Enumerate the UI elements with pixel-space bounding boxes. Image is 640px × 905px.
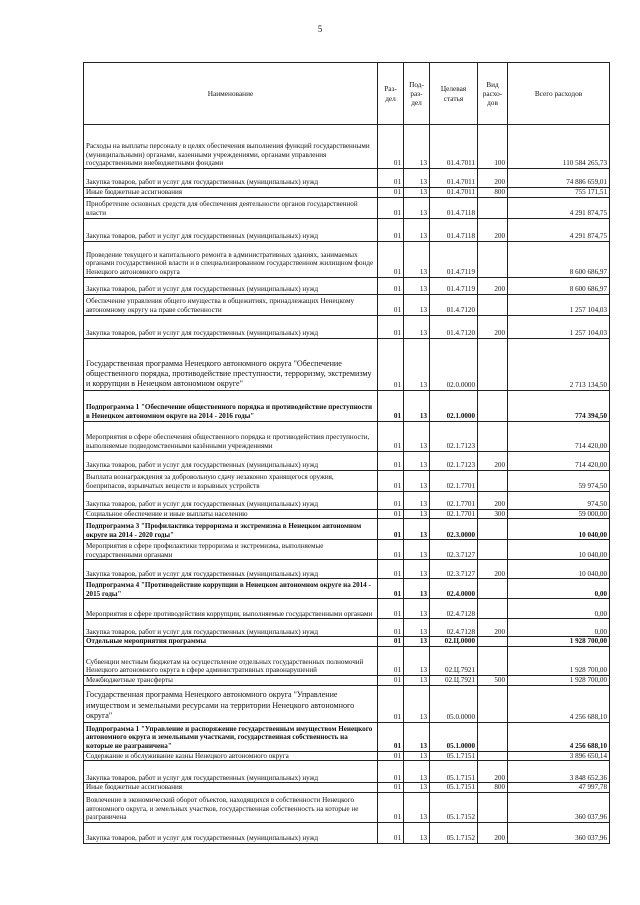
- row-podrazdel: 13: [404, 277, 430, 294]
- header-razdel: Раз- дел: [378, 63, 404, 125]
- row-podrazdel: 13: [404, 646, 430, 675]
- row-vid: 200: [478, 218, 508, 241]
- row-amount: 1 928 700,00: [508, 675, 610, 685]
- row-name: Закупка товаров, работ и услуг для государственных (муниципальных) нужд: [84, 822, 378, 843]
- row-vid: 800: [478, 783, 508, 793]
- table-body: [84, 125, 610, 844]
- row-name: Расходы на выплаты персоналу в целях обеспечения выполнения функций государственными (муниципальными) органами, казенными учреждениями, органами управления государственными внебюджетными фондами: [84, 125, 378, 169]
- row-amount: 4 291 874,75: [508, 218, 610, 241]
- row-amount: 774 394,50: [508, 390, 610, 421]
- row-amount: 8 600 686,97: [508, 277, 610, 294]
- table-header-row: [84, 63, 610, 125]
- table-row: [84, 197, 610, 218]
- row-razdel: 01: [378, 560, 404, 579]
- table-row: [84, 390, 610, 421]
- row-razdel: 01: [378, 470, 404, 491]
- row-podrazdel: 13: [404, 599, 430, 619]
- row-podrazdel: 13: [404, 519, 430, 540]
- row-razdel: 01: [378, 125, 404, 169]
- row-target: 02.4.7128: [430, 619, 478, 637]
- row-amount: 0,00: [508, 619, 610, 637]
- row-razdel: 01: [378, 390, 404, 421]
- row-amount: 714 420,00: [508, 421, 610, 451]
- row-vid: [478, 685, 508, 722]
- row-target: 02.Ц.0000: [430, 637, 478, 647]
- row-name: Закупка товаров, работ и услуг для государственных (муниципальных) нужд: [84, 491, 378, 509]
- header-total: Всего расходов: [508, 63, 610, 125]
- row-vid: [478, 421, 508, 451]
- row-name: Закупка товаров, работ и услуг для государственных (муниципальных) нужд: [84, 451, 378, 470]
- row-vid: [478, 637, 508, 647]
- table-row: [84, 470, 610, 491]
- row-vid: [478, 519, 508, 540]
- table-row: [84, 822, 610, 843]
- row-name: Закупка товаров, работ и услуг для государственных (муниципальных) нужд: [84, 277, 378, 294]
- table-row: [84, 169, 610, 188]
- row-vid: 500: [478, 675, 508, 685]
- table-row: [84, 685, 610, 722]
- row-razdel: 01: [378, 451, 404, 470]
- header-name: Наименование: [84, 63, 378, 125]
- row-target: 05.1.7152: [430, 822, 478, 843]
- row-vid: 200: [478, 451, 508, 470]
- row-podrazdel: 13: [404, 315, 430, 338]
- row-podrazdel: 13: [404, 822, 430, 843]
- row-target: 05.0.0000: [430, 685, 478, 722]
- row-podrazdel: 13: [404, 751, 430, 761]
- table-row: [84, 599, 610, 619]
- table-row: [84, 509, 610, 519]
- row-amount: 3 896 650,14: [508, 751, 610, 761]
- row-target: 01.4.7120: [430, 294, 478, 315]
- header-vid: Вид расхо- дов: [478, 63, 508, 125]
- row-amount: 8 600 686,97: [508, 241, 610, 277]
- header-podrazdel: Под- раз- дел: [404, 63, 430, 125]
- row-amount: 2 713 134,50: [508, 338, 610, 390]
- table-row: [84, 675, 610, 685]
- table-row: [84, 338, 610, 390]
- row-amount: 360 037,96: [508, 822, 610, 843]
- row-vid: 100: [478, 125, 508, 169]
- row-amount: 0,00: [508, 579, 610, 599]
- row-target: 02.1.7701: [430, 509, 478, 519]
- row-vid: 800: [478, 188, 508, 198]
- row-target: 02.3.0000: [430, 519, 478, 540]
- row-name: Закупка товаров, работ и услуг для государственных (муниципальных) нужд: [84, 169, 378, 188]
- row-razdel: 01: [378, 169, 404, 188]
- row-podrazdel: 13: [404, 792, 430, 822]
- row-razdel: 01: [378, 822, 404, 843]
- row-amount: 755 171,51: [508, 188, 610, 198]
- row-razdel: 01: [378, 722, 404, 751]
- table-row: [84, 218, 610, 241]
- row-amount: 4 256 688,10: [508, 685, 610, 722]
- row-target: 02.4.0000: [430, 579, 478, 599]
- table-row: [84, 421, 610, 451]
- row-target: 01.4.7118: [430, 197, 478, 218]
- row-podrazdel: 13: [404, 125, 430, 169]
- row-razdel: 01: [378, 197, 404, 218]
- row-razdel: 01: [378, 761, 404, 783]
- row-target: 01.4.7120: [430, 315, 478, 338]
- row-target: 01.4.7118: [430, 218, 478, 241]
- row-razdel: 01: [378, 646, 404, 675]
- row-target: 01.4.7011: [430, 169, 478, 188]
- row-podrazdel: 13: [404, 421, 430, 451]
- row-podrazdel: 13: [404, 451, 430, 470]
- row-podrazdel: 13: [404, 470, 430, 491]
- table-row: [84, 241, 610, 277]
- row-razdel: 01: [378, 579, 404, 599]
- table-row: [84, 188, 610, 198]
- row-target: 05.1.7152: [430, 792, 478, 822]
- row-vid: [478, 722, 508, 751]
- row-podrazdel: 13: [404, 188, 430, 198]
- row-target: 02.1.7123: [430, 451, 478, 470]
- row-razdel: 01: [378, 241, 404, 277]
- budget-table: [83, 62, 610, 844]
- table-row: [84, 619, 610, 637]
- row-amount: 1 928 700,00: [508, 637, 610, 647]
- row-name: Иные бюджетные ассигнования: [84, 783, 378, 793]
- row-name: Отдельные мероприятия программы: [84, 637, 378, 647]
- header-target: Целевая статья: [430, 63, 478, 125]
- row-name: Межбюджетные трансферты: [84, 675, 378, 685]
- row-vid: [478, 338, 508, 390]
- row-name: Закупка товаров, работ и услуг для государственных (муниципальных) нужд: [84, 218, 378, 241]
- row-vid: 200: [478, 822, 508, 843]
- table-row: [84, 751, 610, 761]
- row-name: Государственная программа Ненецкого автономного округа "Обеспечение общественного порядка, противодействие преступности, терроризму, экстремизму и коррупции в Ненецком автономном округе": [84, 338, 378, 390]
- row-target: 02.1.7123: [430, 421, 478, 451]
- row-podrazdel: 13: [404, 338, 430, 390]
- row-name: Подпрограмма 1 "Обеспечение общественного порядка и противодействие преступности в Ненецком автономном округе на 2014 - 2016 годы": [84, 390, 378, 421]
- row-podrazdel: 13: [404, 675, 430, 685]
- row-name: Социальное обеспечение и иные выплаты населению: [84, 509, 378, 519]
- row-podrazdel: 13: [404, 294, 430, 315]
- row-name: Приобретение основных средств для обеспечения деятельности органов государственной власти: [84, 197, 378, 218]
- row-amount: 10 040,00: [508, 540, 610, 560]
- row-razdel: 01: [378, 675, 404, 685]
- row-razdel: 01: [378, 315, 404, 338]
- table-row: [84, 277, 610, 294]
- table-row: [84, 761, 610, 783]
- row-razdel: 01: [378, 294, 404, 315]
- row-amount: 59 000,00: [508, 509, 610, 519]
- row-target: 02.4.7128: [430, 599, 478, 619]
- row-name: Субвенции местным бюджетам на осуществление отдельных государственных полномочий Ненецкого автономного округа в сфере административных правонарушений: [84, 646, 378, 675]
- row-amount: 714 420,00: [508, 451, 610, 470]
- row-podrazdel: 13: [404, 197, 430, 218]
- row-amount: 74 886 659,01: [508, 169, 610, 188]
- row-name: Мероприятия в сфере профилактики терроризма и экстремизма, выполняемые государственными органами: [84, 540, 378, 560]
- row-name: Содержание и обслуживание казны Ненецкого автономного округа: [84, 751, 378, 761]
- row-amount: 47 997,78: [508, 783, 610, 793]
- row-vid: [478, 599, 508, 619]
- row-razdel: 01: [378, 218, 404, 241]
- table-row: [84, 560, 610, 579]
- row-vid: [478, 294, 508, 315]
- row-name: Закупка товаров, работ и услуг для государственных (муниципальных) нужд: [84, 761, 378, 783]
- table-row: [84, 792, 610, 822]
- row-razdel: 01: [378, 338, 404, 390]
- row-razdel: 01: [378, 599, 404, 619]
- row-razdel: 01: [378, 685, 404, 722]
- row-amount: 4 256 688,10: [508, 722, 610, 751]
- row-podrazdel: 13: [404, 491, 430, 509]
- row-razdel: 01: [378, 637, 404, 647]
- row-name: Проведение текущего и капитального ремонта в административных зданиях, занимаемых органами государственной власти и в специализированном государственном жилищном фонде Ненецкого автономного округа: [84, 241, 378, 277]
- page-number: 5: [317, 24, 323, 34]
- row-vid: 200: [478, 560, 508, 579]
- row-podrazdel: 13: [404, 390, 430, 421]
- row-podrazdel: 13: [404, 619, 430, 637]
- row-vid: [478, 646, 508, 675]
- table-row: [84, 637, 610, 647]
- table-row: [84, 491, 610, 509]
- table-row: [84, 125, 610, 169]
- row-podrazdel: 13: [404, 579, 430, 599]
- table-row: [84, 519, 610, 540]
- row-razdel: 01: [378, 751, 404, 761]
- row-target: 02.3.7127: [430, 540, 478, 560]
- row-name: Закупка товаров, работ и услуг для государственных (муниципальных) нужд: [84, 619, 378, 637]
- row-name: Закупка товаров, работ и услуг для государственных (муниципальных) нужд: [84, 560, 378, 579]
- table-row: [84, 722, 610, 751]
- row-target: 02.1.7701: [430, 470, 478, 491]
- table-row: [84, 451, 610, 470]
- row-amount: 974,50: [508, 491, 610, 509]
- row-razdel: 01: [378, 509, 404, 519]
- row-vid: 200: [478, 619, 508, 637]
- row-podrazdel: 13: [404, 241, 430, 277]
- row-razdel: 01: [378, 421, 404, 451]
- row-target: 02.1.7701: [430, 491, 478, 509]
- row-target: 05.1.7151: [430, 783, 478, 793]
- table-row: [84, 315, 610, 338]
- row-vid: 200: [478, 277, 508, 294]
- row-vid: 200: [478, 761, 508, 783]
- row-razdel: 01: [378, 188, 404, 198]
- row-target: 02.1.0000: [430, 390, 478, 421]
- table-row: [84, 579, 610, 599]
- row-vid: [478, 197, 508, 218]
- row-target: 05.1.7151: [430, 761, 478, 783]
- row-amount: 4 291 874,75: [508, 197, 610, 218]
- row-razdel: 01: [378, 783, 404, 793]
- row-vid: [478, 751, 508, 761]
- row-target: 02.0.0000: [430, 338, 478, 390]
- row-vid: [478, 390, 508, 421]
- row-target: 02.3.7127: [430, 560, 478, 579]
- row-amount: 1 928 700,00: [508, 646, 610, 675]
- row-vid: 200: [478, 169, 508, 188]
- row-podrazdel: 13: [404, 169, 430, 188]
- table-row: [84, 783, 610, 793]
- row-name: Выплата вознаграждения за добровольную сдачу незаконно хранящегося оружия, боеприпасов, взрывчатых веществ и взрывных устройств: [84, 470, 378, 491]
- row-vid: 200: [478, 315, 508, 338]
- row-name: Обеспечение управления общего имущества в общежитиях, принадлежащих Ненецкому автономному округу на праве собственности: [84, 294, 378, 315]
- row-vid: [478, 470, 508, 491]
- row-name: Иные бюджетные ассигнования: [84, 188, 378, 198]
- row-name: Подпрограмма 1 "Управление и распоряжение государственным имуществом Ненецкого автономного округа и земельными участками, государственная собственность на которые не разграничена": [84, 722, 378, 751]
- row-amount: 10 040,00: [508, 560, 610, 579]
- row-target: 02.Ц.7921: [430, 675, 478, 685]
- row-amount: 3 848 652,36: [508, 761, 610, 783]
- row-razdel: 01: [378, 519, 404, 540]
- row-podrazdel: 13: [404, 540, 430, 560]
- row-podrazdel: 13: [404, 560, 430, 579]
- row-vid: [478, 792, 508, 822]
- row-amount: 1 257 104,03: [508, 315, 610, 338]
- row-name: Вовлечение в экономический оборот объектов, находящихся в собственности Ненецкого автономного округа, и земельных участков, государственная собственность на которые не разграничена: [84, 792, 378, 822]
- row-podrazdel: 13: [404, 722, 430, 751]
- row-podrazdel: 13: [404, 761, 430, 783]
- row-podrazdel: 13: [404, 783, 430, 793]
- row-target: 01.4.7119: [430, 241, 478, 277]
- row-target: 01.4.7119: [430, 277, 478, 294]
- row-podrazdel: 13: [404, 685, 430, 722]
- row-name: Мероприятия в сфере противодействия коррупции, выполняемые государственными органами: [84, 599, 378, 619]
- row-vid: [478, 540, 508, 560]
- row-razdel: 01: [378, 792, 404, 822]
- row-name: Подпрограмма 4 "Противодействие коррупции в Ненецком автономном округе на 2014 - 2015 годы": [84, 579, 378, 599]
- row-podrazdel: 13: [404, 637, 430, 647]
- row-amount: 1 257 104,03: [508, 294, 610, 315]
- row-target: 05.1.0000: [430, 722, 478, 751]
- table-row: [84, 294, 610, 315]
- row-podrazdel: 13: [404, 218, 430, 241]
- row-podrazdel: 13: [404, 509, 430, 519]
- row-name: Мероприятия в сфере обеспечения общественного порядка и противодействия преступности, выполняемые подведомственными казёнными учреждениями: [84, 421, 378, 451]
- row-target: 05.1.7151: [430, 751, 478, 761]
- row-vid: [478, 579, 508, 599]
- table-row: [84, 646, 610, 675]
- table-row: [84, 540, 610, 560]
- row-vid: 200: [478, 491, 508, 509]
- row-target: 02.Ц.7921: [430, 646, 478, 675]
- row-name: Государственная программа Ненецкого автономного округа "Управление имуществом и земельными ресурсами на территории Ненецкого автономного округа": [84, 685, 378, 722]
- row-vid: [478, 241, 508, 277]
- row-target: 01.4.7011: [430, 188, 478, 198]
- row-target: 01.4.7011: [430, 125, 478, 169]
- row-amount: 110 584 265,73: [508, 125, 610, 169]
- row-name: Закупка товаров, работ и услуг для государственных (муниципальных) нужд: [84, 315, 378, 338]
- row-amount: 59 974,50: [508, 470, 610, 491]
- row-vid: 300: [478, 509, 508, 519]
- row-razdel: 01: [378, 619, 404, 637]
- row-razdel: 01: [378, 491, 404, 509]
- row-name: Подпрограмма 3 "Профилактика терроризма и экстремизма в Ненецком автономном округе на 2014 - 2020 годы": [84, 519, 378, 540]
- row-amount: 0,00: [508, 599, 610, 619]
- row-amount: 360 037,96: [508, 792, 610, 822]
- row-razdel: 01: [378, 540, 404, 560]
- row-amount: 10 040,00: [508, 519, 610, 540]
- row-razdel: 01: [378, 277, 404, 294]
